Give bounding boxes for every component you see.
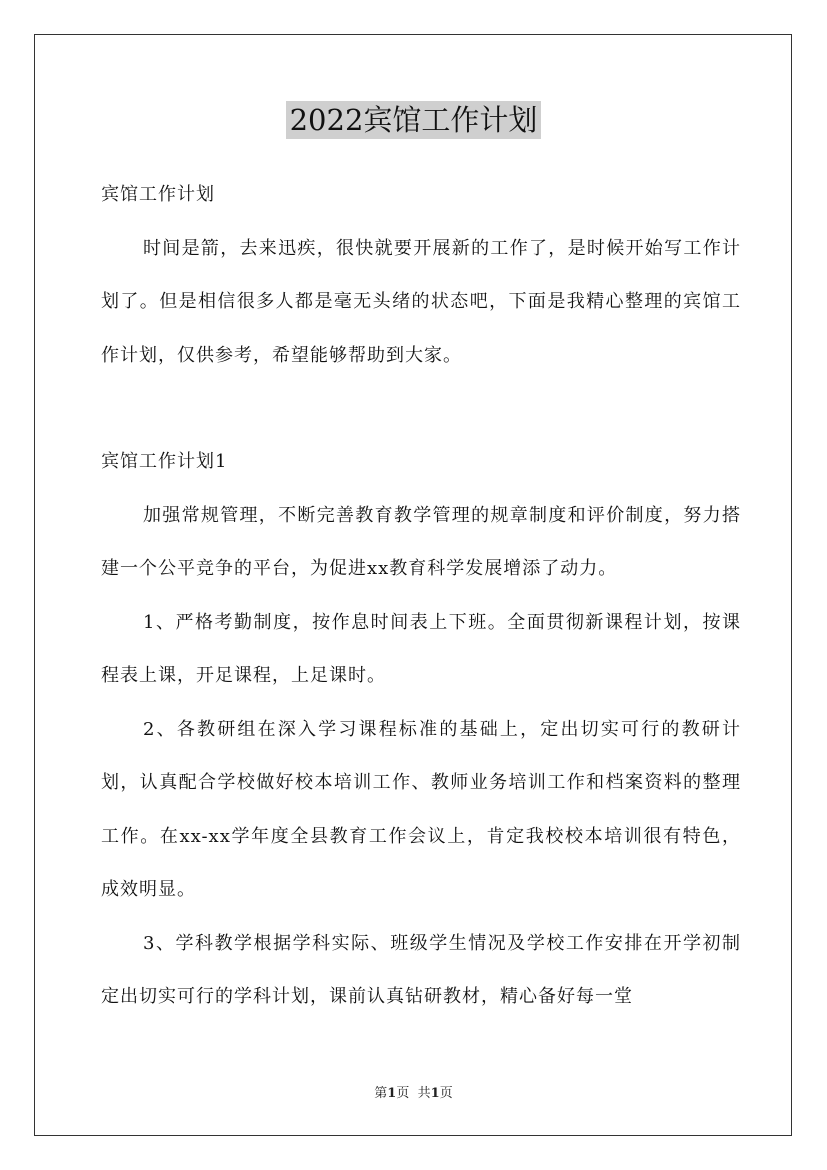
page-footer [0, 1082, 827, 1101]
document-title-text: 2022宾馆工作计划 [286, 101, 542, 139]
section-gap [101, 382, 741, 435]
footer-total-prefix: 共 [417, 1086, 431, 1101]
paragraph: 2、各教研组在深入学习课程标准的基础上，定出切实可行的教研计划，认真配合学校做好校本培训工作、教师业务培训工作和档案资料的整理工作。在xx-xx学年度全县教育工作会议上，肯定我校校本培训很有特色，成效明显。 [101, 718, 741, 900]
document-title [0, 100, 827, 140]
paragraph: 3、学科教学根据学科实际、班级学生情况及学校工作安排在开学初制定出切实可行的学科计划，课前认真钻研教材，精心备好每一堂 [101, 932, 741, 1007]
paragraph: 加强常规管理，不断完善教育教学管理的规章制度和评价制度，努力搭建一个公平竞争的平台，为促进xx教育科学发展增添了动力。 [101, 504, 741, 579]
section-heading: 宾馆工作计划1 [101, 451, 228, 472]
footer-total-suffix: 页 [439, 1086, 453, 1101]
document-body [101, 168, 741, 1024]
paragraph: 1、严格考勤制度，按作息时间表上下班。全面贯彻新课程计划，按课程表上课，开足课程，上足课时。 [101, 611, 741, 686]
footer-page-suffix: 页 [396, 1086, 410, 1101]
intro-paragraph: 时间是箭，去来迅疾，很快就要开展新的工作了，是时候开始写工作计划了。但是相信很多人都是毫无头绪的状态吧，下面是我精心整理的宾馆工作计划，仅供参考，希望能够帮助到大家。 [101, 237, 741, 366]
footer-total-number: 1 [430, 1086, 440, 1101]
subtitle: 宾馆工作计划 [101, 184, 215, 205]
footer-page-number: 1 [387, 1086, 397, 1101]
footer-page-prefix: 第 [374, 1086, 388, 1101]
